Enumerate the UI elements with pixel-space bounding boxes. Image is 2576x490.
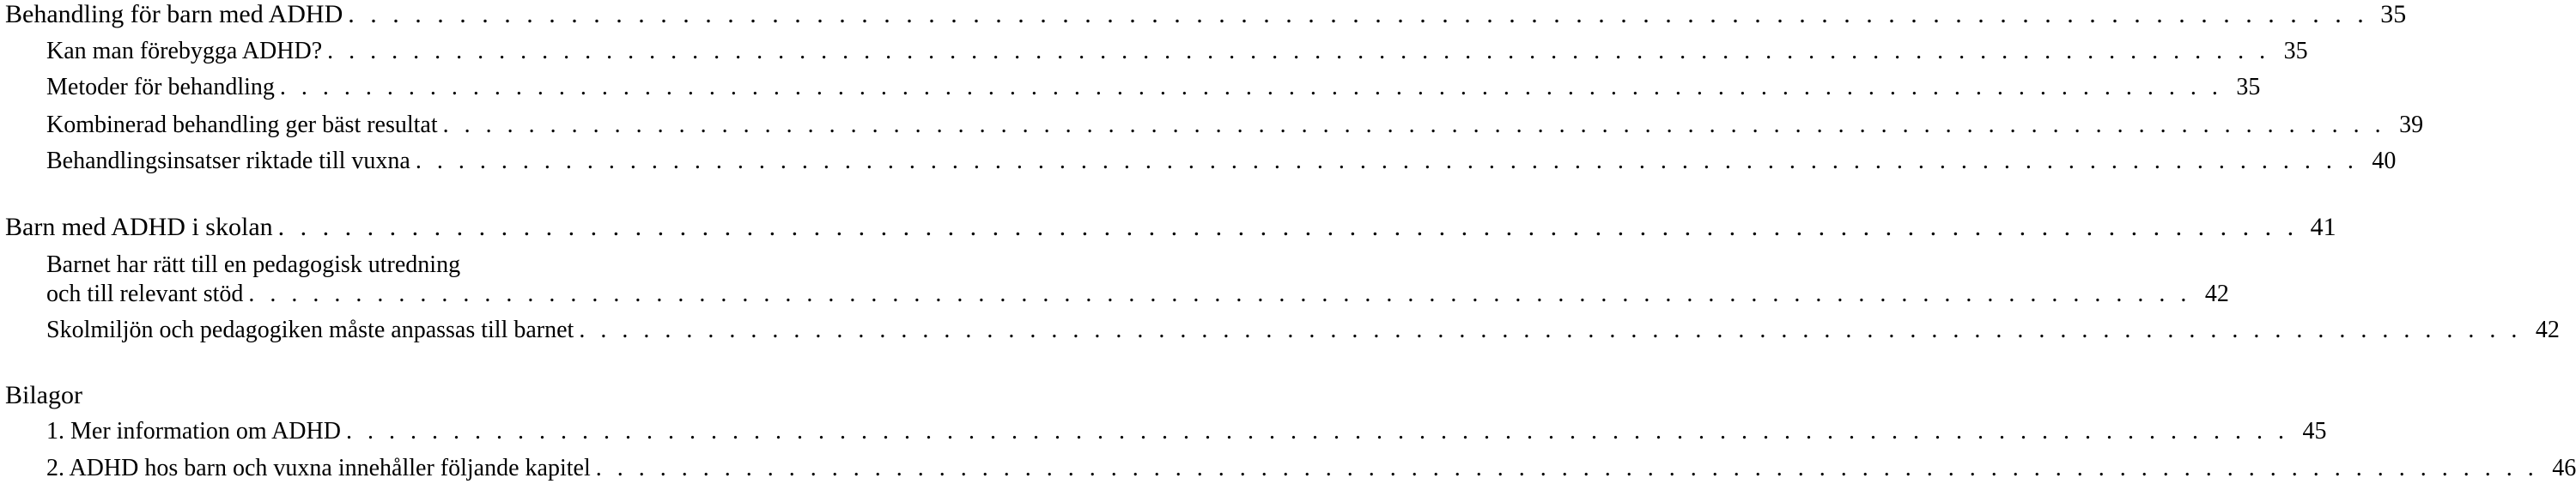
dot-leader: . . . . . . . . . . . . . . . . . . . . . . . . . . . . . . . . . . . . . . . . . . . . . . . . . . . . . . . . . . . . . . . . . . . . . . . . . . . . . . . . . . . . . . . . . . . xyxy=(279,74,2223,100)
toc-entry-title: Barn med ADHD i skolan xyxy=(5,213,273,241)
dot-leader: . . . . . . . . . . . . . . . . . . . . . . . . . . . . . . . . . . . . . . . . . . . . . . . . . . . . . . . . . . . . . . . . . . . . . . . . . . . . . . . . . . . . . . . . . . . xyxy=(595,455,2539,481)
toc-entry-treatment-methods[interactable] xyxy=(46,74,2261,101)
toc-entry-more-information[interactable] xyxy=(46,418,2327,445)
toc-page-number: 39 xyxy=(2399,112,2424,138)
dot-leader: . . . . . . . . . . . . . . . . . . . . . . . . . . . . . . . . . . . . . . . . . . . . . . . . . . . . . . . . . . . . . . . . . . . . . . . . . . . . . . . . . . . . . . . . . . . xyxy=(277,213,2299,241)
toc-entry-title: Metoder för behandling xyxy=(46,74,275,100)
toc-entry-title: Behandling för barn med ADHD xyxy=(5,0,343,28)
dot-leader: . . . . . . . . . . . . . . . . . . . . . . . . . . . . . . . . . . . . . . . . . . . . . . . . . . . . . . . . . . . . . . . . . . . . . . . . . . . . . . . . . . . . . . . . . . . xyxy=(415,148,2359,174)
toc-entry-title-first-line[interactable]: Barnet har rätt till en pedagogisk utredning xyxy=(46,251,461,278)
toc-page-number: 46 xyxy=(2552,455,2576,481)
toc-entry-title: Behandlingsinsatser riktade till vuxna xyxy=(46,148,410,174)
toc-page-number: 41 xyxy=(2310,213,2336,241)
toc-entry-title: 2. ADHD hos barn och vuxna innehåller följande kapitel xyxy=(46,455,591,481)
toc-entry-school-environment[interactable] xyxy=(46,317,2560,344)
toc-entry-title: Skolmiljön och pedagogiken måste anpassas till barnet xyxy=(46,317,574,343)
toc-page-number: 42 xyxy=(2535,317,2560,343)
dot-leader: . . . . . . . . . . . . . . . . . . . . . . . . . . . . . . . . . . . . . . . . . . . . . . . . . . . . . . . . . . . . . . . . . . . . . . . . . . . . . . . . . . . . . . . . . . . xyxy=(579,317,2522,343)
toc-entry-adult-interventions[interactable] xyxy=(46,148,2397,175)
toc-entry-title: Kan man förebygga ADHD? xyxy=(46,38,323,64)
toc-page-number: 45 xyxy=(2302,418,2327,445)
toc-entry-title: och till relevant stöd xyxy=(46,281,244,307)
dot-leader: . . . . . . . . . . . . . . . . . . . . . . . . . . . . . . . . . . . . . . . . . . . . . . . . . . . . . . . . . . . . . . . . . . . . . . . . . . . . . . . . . . . . . . . . . . . xyxy=(442,112,2386,138)
dot-leader: . . . . . . . . . . . . . . . . . . . . . . . . . . . . . . . . . . . . . . . . . . . . . . . . . . . . . . . . . . . . . . . . . . . . . . . . . . . . . . . . . . . . . . . . . . . xyxy=(348,0,2369,28)
toc-entry-pedagogical-assessment[interactable] xyxy=(46,281,2229,308)
toc-entry-school[interactable] xyxy=(5,213,2336,242)
toc-entry-title: Kombinerad behandling ger bäst resultat xyxy=(46,112,438,138)
dot-leader: . . . . . . . . . . . . . . . . . . . . . . . . . . . . . . . . . . . . . . . . . . . . . . . . . . . . . . . . . . . . . . . . . . . . . . . . . . . . . . . . . . . . . . . . . . . xyxy=(248,281,2191,307)
dot-leader: . . . . . . . . . . . . . . . . . . . . . . . . . . . . . . . . . . . . . . . . . . . . . . . . . . . . . . . . . . . . . . . . . . . . . . . . . . . . . . . . . . . . . . . . . . . xyxy=(327,38,2270,64)
toc-entry-adhd-treatment[interactable] xyxy=(5,0,2407,29)
toc-page-number: 35 xyxy=(2236,74,2261,100)
toc-entry-title: 1. Mer information om ADHD xyxy=(46,418,341,445)
toc-entry-combined-treatment[interactable] xyxy=(46,112,2424,139)
dot-leader: . . . . . . . . . . . . . . . . . . . . . . . . . . . . . . . . . . . . . . . . . . . . . . . . . . . . . . . . . . . . . . . . . . . . . . . . . . . . . . . . . . . . . . . . . . . xyxy=(345,418,2289,445)
toc-page-number: 35 xyxy=(2283,38,2308,64)
toc-page-number: 42 xyxy=(2204,281,2229,307)
toc-page-number: 35 xyxy=(2380,0,2407,28)
toc-section-appendix[interactable]: Bilagor xyxy=(5,381,82,409)
toc-page-number: 40 xyxy=(2372,148,2397,174)
toc-entry-prevent-adhd[interactable] xyxy=(46,38,2308,65)
toc-entry-chapter-contents[interactable] xyxy=(46,455,2576,482)
